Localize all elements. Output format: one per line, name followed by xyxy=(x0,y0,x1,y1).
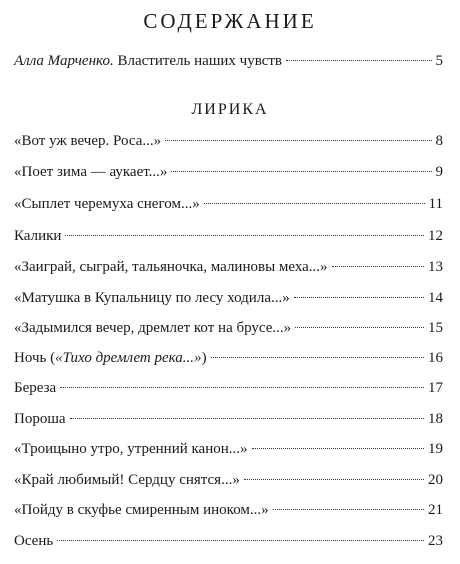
toc-entry-title xyxy=(14,51,282,71)
dot-leader xyxy=(204,203,425,204)
toc-entry[interactable] xyxy=(14,194,443,214)
toc-entry-title: Калики xyxy=(14,228,62,244)
dot-leader xyxy=(65,235,424,236)
toc-entry-page: 23 xyxy=(428,533,443,549)
toc-entry-page: 8 xyxy=(435,133,443,149)
dot-leader xyxy=(332,266,424,267)
toc-entry-title: «Заиграй, сыграй, тальяночка, малиновы меха...» xyxy=(14,259,328,275)
toc-entry[interactable] xyxy=(14,409,443,429)
toc-entry-page: 12 xyxy=(428,228,443,244)
toc-entry-page: 14 xyxy=(428,290,443,306)
toc-entry-title: «Поет зима — аукает...» xyxy=(14,164,168,180)
toc-entry[interactable] xyxy=(14,162,443,182)
dot-leader xyxy=(57,540,424,541)
dot-leader xyxy=(70,418,424,419)
dot-leader xyxy=(211,357,424,358)
dot-leader xyxy=(294,297,424,298)
toc-entry[interactable] xyxy=(14,500,443,520)
toc-entry-title: Осень xyxy=(14,533,54,549)
toc-entry-page: 20 xyxy=(428,472,443,488)
toc-entry-title: «Вот уж вечер. Роса...» xyxy=(14,133,162,149)
dot-leader xyxy=(165,140,431,141)
toc-entry[interactable] xyxy=(14,257,443,277)
toc-entry[interactable] xyxy=(14,348,443,368)
toc-entry-title: «Матушка в Купальницу по лесу ходила...» xyxy=(14,290,290,306)
dot-leader xyxy=(171,171,431,172)
toc-entry-page: 9 xyxy=(435,164,443,180)
toc-entry-title: «Пойду в скуфье смиренным иноком...» xyxy=(14,502,269,518)
toc-entry-page: 18 xyxy=(428,411,443,427)
toc-entry-page: 5 xyxy=(435,53,443,69)
toc-entry-page: 21 xyxy=(428,502,443,518)
toc-entry-page: 17 xyxy=(428,380,443,396)
toc-entry[interactable] xyxy=(14,439,443,459)
toc-entry-title: Пороша xyxy=(14,411,66,427)
dot-leader xyxy=(244,479,424,480)
toc-entry[interactable] xyxy=(14,226,443,246)
toc-entry[interactable] xyxy=(14,470,443,490)
dot-leader xyxy=(60,387,424,388)
toc-entry-intro[interactable] xyxy=(14,51,443,71)
dot-leader xyxy=(252,448,424,449)
toc-entry[interactable] xyxy=(14,531,443,551)
toc-entry-title: «Задымился вечер, дремлет кот на брусе...» xyxy=(14,320,292,336)
dot-leader xyxy=(286,60,432,61)
page-title: СОДЕРЖАНИЕ xyxy=(143,9,317,33)
toc-entry[interactable] xyxy=(14,318,443,338)
dot-leader xyxy=(273,509,424,510)
toc-entry-title-italic: «Тихо дремлет река...» xyxy=(55,350,202,366)
toc-entry-author: Алла Марченко. xyxy=(14,53,114,69)
toc-entry-title-text: Властитель наших чувств xyxy=(113,53,282,69)
toc-entry[interactable] xyxy=(14,288,443,308)
toc-entry-page: 19 xyxy=(428,441,443,457)
toc-entry-page: 13 xyxy=(428,259,443,275)
toc-entry-title: Береза xyxy=(14,380,57,396)
toc-entry-page: 16 xyxy=(428,350,443,366)
toc-entry-title: «Сыплет черемуха снегом...» xyxy=(14,196,200,212)
toc-entry-title: «Край любимый! Сердцу снятся...» xyxy=(14,472,240,488)
toc-entry[interactable] xyxy=(14,378,443,398)
toc-entry[interactable] xyxy=(14,131,443,151)
toc-entry-page: 11 xyxy=(428,196,443,212)
section-title: ЛИРИКА xyxy=(191,101,269,118)
toc-entry-title xyxy=(14,348,207,368)
toc-entry-page: 15 xyxy=(428,320,443,336)
toc-entry-title: «Троицыно утро, утренний канон...» xyxy=(14,441,248,457)
toc-entry-title-text: Ночь ( xyxy=(14,350,56,366)
toc-entry-title-close: ) xyxy=(201,350,207,366)
dot-leader xyxy=(295,327,424,328)
